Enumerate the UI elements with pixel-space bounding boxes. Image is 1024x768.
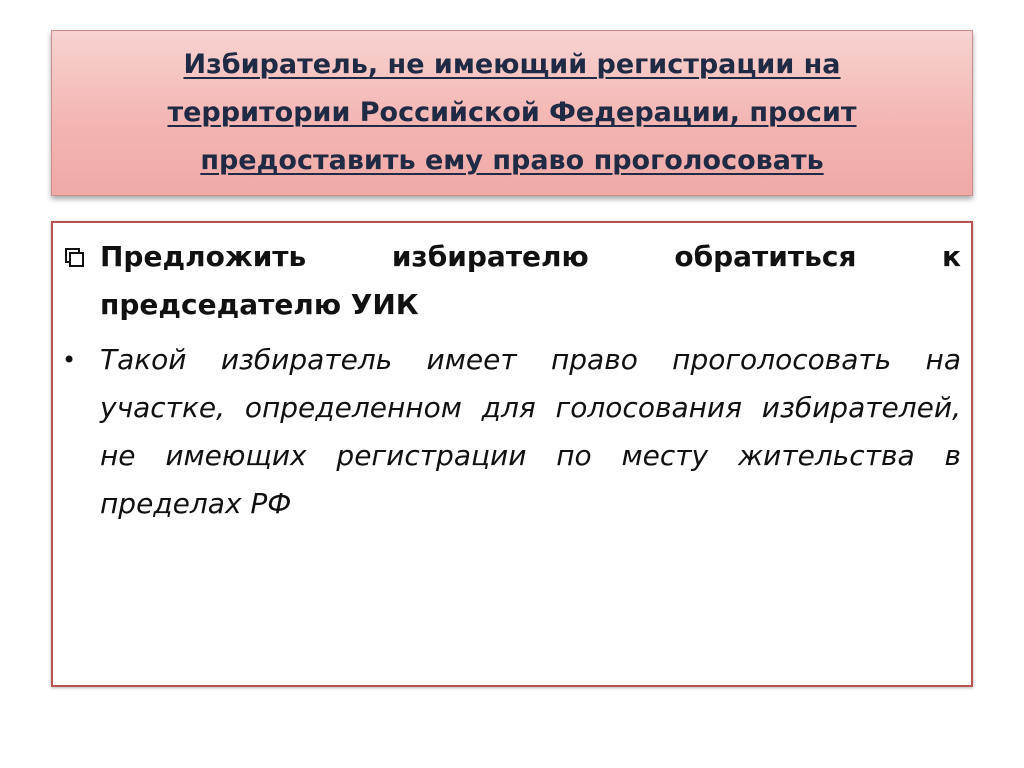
bullet-marker: • [62,346,77,374]
recommendation-text: Предложить избирателю обратиться к председателю УИК [100,240,961,321]
checkbox-square-icon [64,247,86,269]
explanation-text: Такой избиратель имеет право проголосовать на участке, определенном для голосования избирателей, не имеющих регистрации по месту жительства в пределах РФ [100,343,961,520]
list-item-explanation [62,336,961,528]
title-banner [51,30,973,196]
list-item-recommendation [100,233,961,329]
slide-title: Избиратель, не имеющий регистрации на территории Российской Федерации, просит предоставить ему право проголосовать [167,49,857,176]
content-panel [51,221,973,687]
